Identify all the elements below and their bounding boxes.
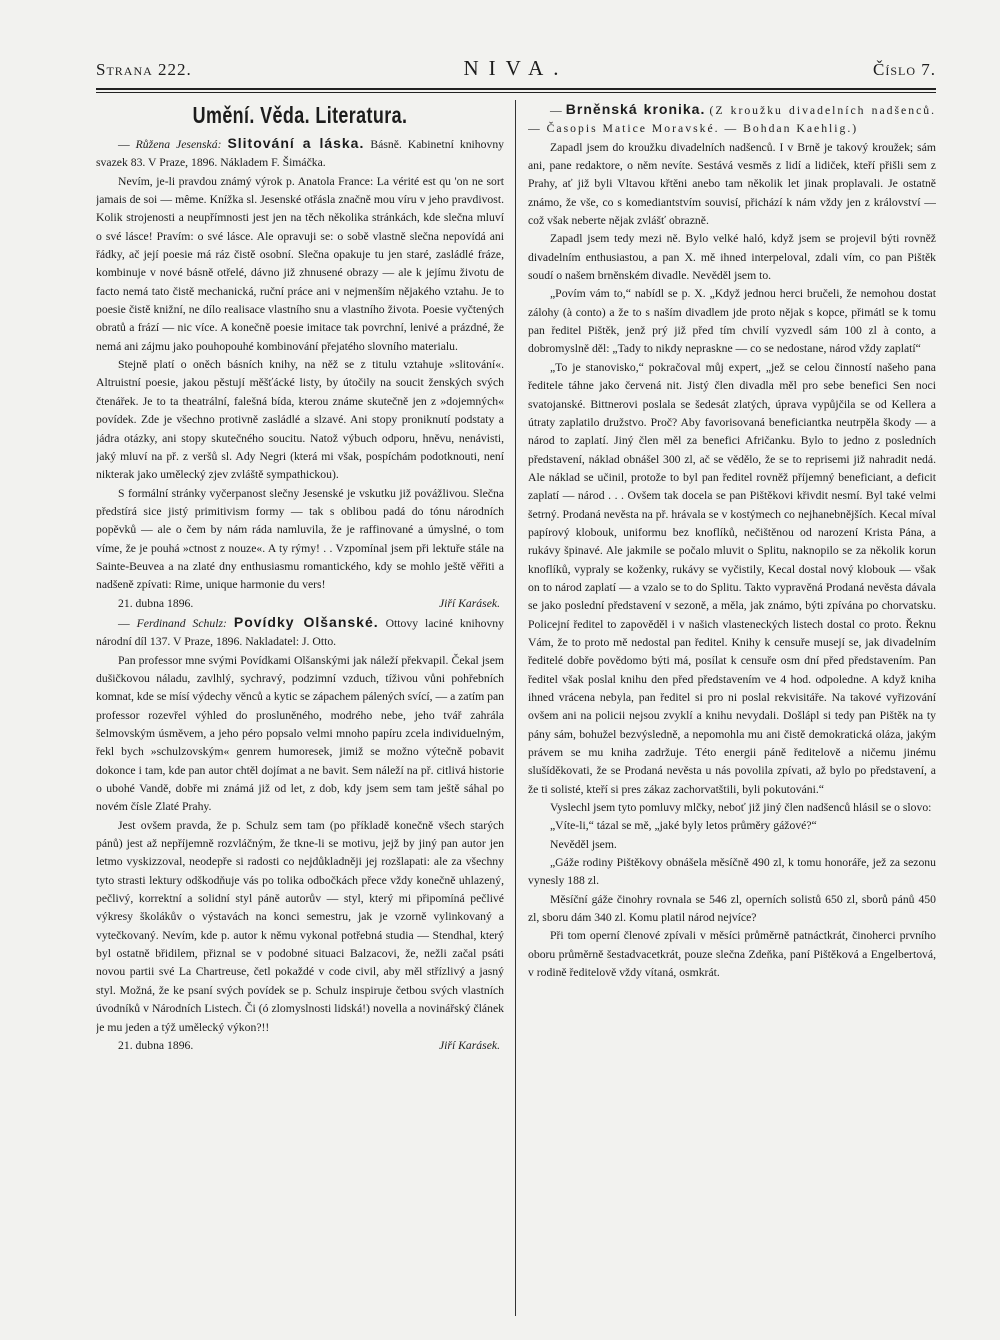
journal-title: NIVA. <box>463 56 569 80</box>
review1-date: 21. dubna 1896. <box>118 596 194 610</box>
chronicle-paragraph: Zapadl jsem do kroužku divadelních nadšenců. I v Brně je takový kroužek; sám ani, pane redaktore, o něm nevíte. Sestává vesměs z lidí a lidiček, kteří přišli sem z Prahy, ať již byli Vltavou křtěni anebo tam několik let jinak proplavali. Je ostatně známo, že vše, co s komediantstvím souvisí, přichází k nám vždy jen z království — což však neberte nějak zvlášť obrazně. <box>528 140 936 228</box>
chronicle-paragraph: Vyslechl jsem tyto pomluvy mlčky, neboť již jiný člen nadšenců hlásil se o slovo: <box>550 801 932 815</box>
review1-heading <box>96 134 504 173</box>
chronicle-title: Brněnská kronika. <box>565 101 706 117</box>
review2-paragraph: Pan professor mne svými Povídkami Olšanskými jak náleží překvapil. Čekal jsem dušičkovou náladu, zavlhlý, sychravý, podzimní vzduch, tíživou vůni pohřebních komnat, kde se mísí výdechy věnců a kytic se zápachem pálených svící, — a zatím pan professor rozevřel výhled do prosluněného, modrého nebe, jeho tvář zahrála šelmovským úsměvem, a jeho péro popsalo velmi mnoho papíru zcela individuelným, řekl bych »schulzovským« genrem humoresek, jimiž se možno výtečně pobavit dokonce i tam, kde pan autor chtěl dojímat a ne bavit. Sem náleží na př. citlivá historie o ubohé Vandě, dobře mi známá již od let, z dob, kdy jsem sem tam ještě sáhal po novém čísle Zlaté Prahy. <box>96 653 504 814</box>
left-column <box>96 100 504 1316</box>
chronicle-subtitle: (Z kroužku divadelních nadšenců. — Časopis Matice Moravské. — Bohdan Kaehlig.) <box>528 104 936 136</box>
review2-heading <box>96 613 504 652</box>
chronicle-paragraph: Nevěděl jsem. <box>550 837 617 851</box>
chronicle-paragraph: Při tom operní členové zpívali v měsíci průměrně patnáctkrát, činoherci prvního oboru průměrně šestadvacetkrát, pouze slečna Zdeňka, paní Pištěková a Engelbertová, v rodině ředitelově vždy vítaná, osmkrát. <box>528 929 936 980</box>
chronicle-paragraph: Měsíční gáže činohry rovnala se 546 zl, operních solistů 650 zl, sborů pánů 450 zl, sboru dám 340 zl. Komu platil národ nejvíce? <box>528 892 936 925</box>
review2-intro: Ottovy laciné knihovny národní díl 137. V Praze, 1896. Nakladatel: J. Otto. <box>96 616 504 649</box>
column-divider <box>515 100 516 1316</box>
issue-number: Číslo 7. <box>872 60 936 79</box>
header-rule <box>96 88 936 93</box>
page-number: Strana 222. <box>96 60 192 79</box>
newspaper-page <box>96 56 936 1316</box>
chronicle-paragraph: „Povím vám to,“ nabídl se p. X. „Když jednou herci bručeli, že nemohou dostat zálohy (à conto) a že to s naším divadlem jde proto nějak s kopce, přimátl se k tomu pan ředitel Pištěk, jenž prý již před tím chvilí vyzvedl sám 100 zl à conto, a dobromyslně děl: „Tady to nikdy nepraskne — co se nedostane, národ vždy zaplatí“ <box>528 287 936 356</box>
review2-title: Povídky Olšanské. <box>233 613 379 630</box>
review2-signature: Jiří Karásek. <box>438 1038 500 1052</box>
page-header <box>96 56 936 86</box>
chronicle-heading <box>528 100 936 139</box>
dash: — <box>550 104 562 117</box>
chronicle-paragraph: „Gáže rodiny Pištěkovy obnášela měsíčně 490 zl, k tomu honoráře, jež za sezonu vynesly 188 zl. <box>528 856 936 888</box>
review1-signature-row <box>96 595 504 613</box>
review2-paragraph: Jest ovšem pravda, že p. Schulz sem tam (po příkladě konečně všech starých pánů) jest až nepříjemně rozvláčným, že tkne-li se motivu, jejž by jiný pan autor jen letmo vyskizzoval, neodepře si radosti co nejdůkladněji jej rozšlapati: ale za všechny tyto strasti lektury odškodňuje vás po tolika odbočkách přece vždy konečně uhlazený, pečlivý, korrektní a solidní styl páně autorův — styl, který mi připomíná pečlivé výkresy školákův o výstavách na konci semestru, jak je vzorně vylinkovaný a vytečkovaný. Nevím, kde p. autor k němu vykonal potřebná studia — Stendhal, který byl ostatně břidilem, přiznal se v podobné situaci Balzacovi, že, nežli začal psáti novou partii své La Chartreuse, četl pokaždé v code civil, aby měl střízlivý a jasný styl. Možná, že ke psaní svých povídek se p. Schulz inspiruje četbou svých vlastních úvodníků v Národních Listech. Či (ó zlomyslnosti lidská!) novella a novinářský článek je mu jeden a týž umělecký výkon?!! <box>96 818 504 1034</box>
review2-signature-row <box>96 1037 504 1055</box>
chronicle-paragraph: „To je stanovisko,“ pokračoval můj expert, „jež se celou činností našeho pana ředitele táhne jako červená nit. Jistý člen divadla měl pro sebe benefici Sen noci svatojanské. Bittnerovi poslala se šedesát zlatých, úprava vypůjčila se od Kellera a útraty zaplatilo družstvo. Proč? Aby favorisovaná beneficiantka neutrpěla škody — a národ to zaplatí. Jiný člen měl za benefici Afričanku. Bylo to jedno z posledních představení, náklad obnášel 300 zl, ač se vědělo, že se to reprisemi již nahradit nedá. Ale náklad se učinil, protože to byl pan ředitel rovněž příjemný beneficiant, a deficit zaplatí — národ . . . Ovšem tak docela se pan Pištěkovi křivdit nesmí. Byl také velmi šetrný. Prodaná nevěsta na př. hrávala se v kostýmech co nejhanebnějších. Kecal míval papírový klobouk, uniformu bez knoflíků, nečištěnou od narození Krista Pána, a rukávy špinavé. Ale jakmile se počalo mluvit o Splitu, naknopilo se za několik korun knoflíků, vypraly se koženky, rukávy se vyčistily, Kecal dostal nový klobouk — však on to národ zaplatí — a vzalo se to do Splitu. Takto vypravěná Prodaná nevěsta dávala se jako poslední představení v sezoně, a měla, jak známo, býti zpívána po chorvatsku. Policejní ředitel to zapověděl i v našich vlasteneckých listech dostal co proto. Řeknu Vám, že to proto mě nedostal pan ředitel. Knihy k censuře musejí se, jak divadelním ředitelé dobře povědomo býti má, posílat k censuře osm dní před představením. Pan ředitel však poslal knihu den před představením ve 4 hod. odpoledne. A když kniha ihned vrácena nebyla, pan ředitel si pro ni poslal rekvisitáře. Na takové vyřizování ovšem ani na policii nejsou zvyklí a knihu nevydali. Došlápl si tedy pan Pištěk na ty pány sám, bohužel bezvýsledně, a nepomohla mu ani čistě demokratická oláza, jakým právem se mu kniha zadržuje. Této energii páně ředitelově a ničemu jinému slušíděkovati, že se Prodaná nevěsta u nás povolila zpívati, až bylo po představení, a že ti solisté, kteří si pres zákaz zachorvatštili, byli pokutováni.“ <box>528 360 936 796</box>
chronicle-paragraph: „Víte-li,“ tázal se mě, „jaké byly letos průměry gážové?“ <box>550 819 817 833</box>
review1-signature: Jiří Karásek. <box>438 596 500 610</box>
review1-paragraph: S formální stránky vyčerpanost slečny Jesenské je vskutku již povážlivou. Slečna předstírá sice jistý primitivism formy — tak s oblibou padá do tónu národních popěvků — ale o čem by nám ráda namluvila, že je raffinované a úmyslné, o tom víme, že je pouhá »ctnost z nouze«. A ty rýmy! . . Vzpomínal jsem při lektuře stále na Sainte-Beuvea a na zlaté dny enthusiasmu romantického, kdy se mohlo ještě věřiti a nadšeně zpívati: Rime, unique harmonie du vers! <box>96 486 504 592</box>
review1-paragraph: Stejně platí o oněch básních knihy, na něž se z titulu vztahuje »slitování«. Altruistní poesie, jakou pěstují měšťácké listy, by útočily na soucit ženských svých čtenářek. Je to ta theatrální, falešná bída, kterou známe skutečně jen z »dojemných« povídek. Zde je všechno protivně zasládlé a slzavé. Ani stopy proniknutí podstaty a jádra otázky, ani stopy skutečného soucitu. Natož výbuch odporu, hněvu, nenávisti, jaký mluví na př. z veršů sl. Ady Negri (která mi však, pospíchám podotknouti, není nikterak jako umělecký zjev zvláště sympathickou). <box>96 358 504 482</box>
text-columns <box>96 100 936 1316</box>
section-title: Umění. Věda. Literatura. <box>192 102 408 128</box>
review2-date: 21. dubna 1896. <box>118 1038 194 1052</box>
review1-paragraph: Nevím, je-li pravdou známý výrok p. Anatola France: La vérité est qu 'on ne sort jamais de soi — même. Knížka sl. Jesenské otřásla značně mou víru v jeho pravdivost. Kolik strojenosti a neupřímnosti jest jen na těch několika stránkách, kde slečna mluví o své lásce! Pravím: o své lásce. Ale opravuji se: o sobě vlastně slečna nepovídá ani řádky, ač její poesie má ráz čistě osobní. Slečna opakuje tu jen staré, zasládlé fráze, kombinuje v nové básně otřelé, dávno již zhnusené obrazy — ale k jejímu životu de facto nemá tato čistě mechanická, ruční práce ani v nejmenším nějakého vztahu. Je to poesie čistě knižní, ne dílo realisace vlastního snu a vlastního života. Poesie vyčtených obratů a frází — nic více. A konečně poesie imitace tak povrchní, lenivé a prázdné, že nemá ani zájmu jako pouhopouhé kombinování přejatého slovního materialu. <box>96 174 504 353</box>
review1-title: Slitování a láska. <box>227 135 365 151</box>
chronicle-paragraph: Zapadl jsem tedy mezi ně. Bylo velké haló, když jsem se projevil býti rovněž divadelním enthusiastou, a pan X. mě ihned interpeloval, zdali vím, co pan Pištěk soudí o našem brněnském divadle. Nevěděl jsem to. <box>528 232 936 283</box>
review1-intro: Básně. Kabinetní knihovny svazek 83. V Praze, 1896. Nákladem F. Šimáčka. <box>96 138 504 170</box>
dash: — <box>118 138 130 151</box>
right-column <box>528 100 936 1316</box>
review1-author: Růžena Jesenská: <box>135 138 222 151</box>
review2-author: Ferdinand Schulz: <box>136 616 227 630</box>
dash: — <box>118 616 130 630</box>
